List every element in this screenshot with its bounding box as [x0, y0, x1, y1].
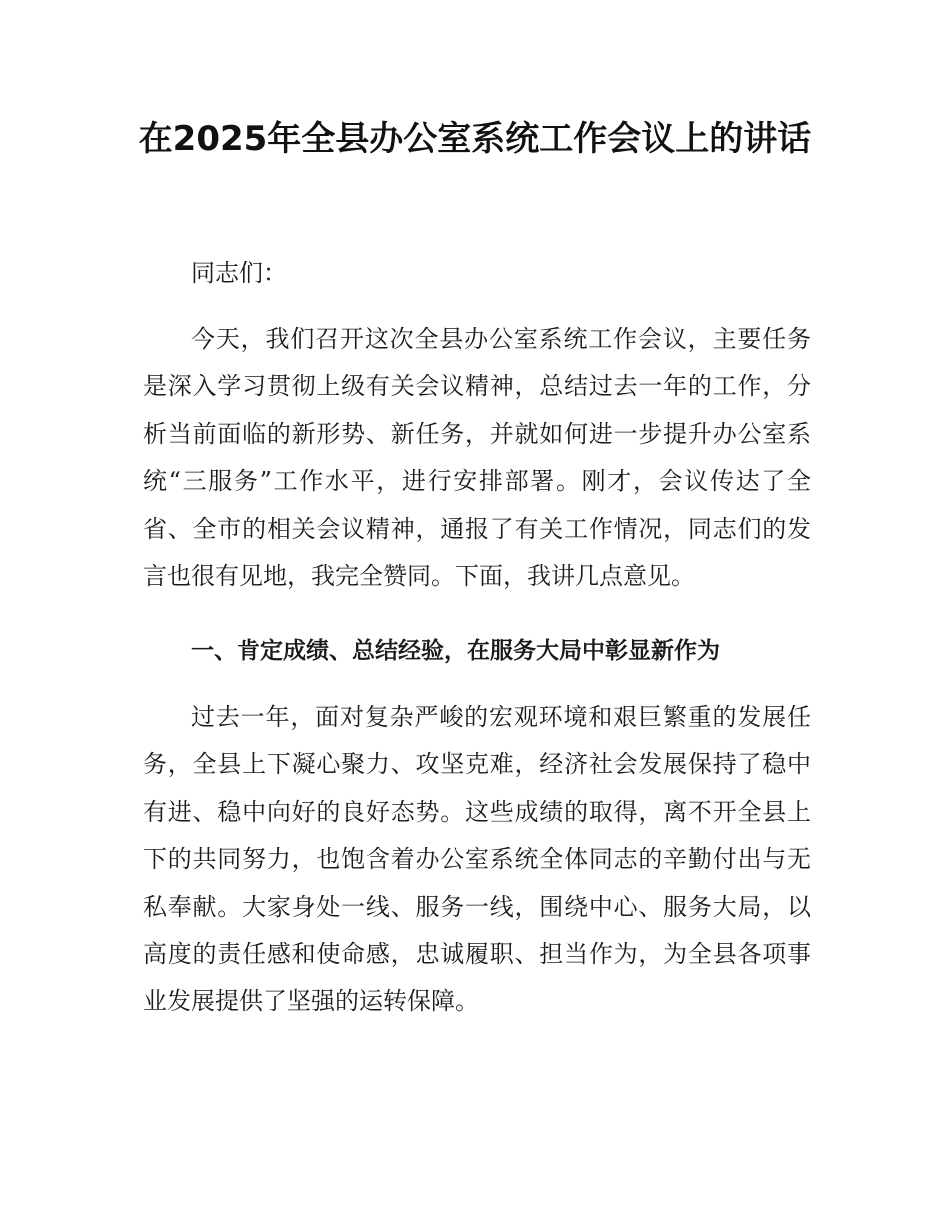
salutation-text: 同志们： [191, 259, 287, 287]
document-title: 在2025年全县办公室系统工作会议上的讲话 [138, 119, 812, 159]
paragraph-section-1: 过去一年，面对复杂严峻的宏观环境和艰巨繁重的发展任务，全县上下凝心聚力、攻坚克难，经济社会发展保持了稳中有进、稳中向好的良好态势。这些成绩的取得，离不开全县上下的共同努力，也饱含着办公室系统全体同志的辛勤付出与无私奉献。大家身处一线、服务一线，围绕中心、服务大局，以高度的责任感和使命感，忠诚履职、担当作为，为全县各项事业发展提供了坚强的运转保障。 [143, 703, 811, 1016]
section-heading-1: 一、肯定成绩、总结经验，在服务大局中彰显新作为 [191, 638, 720, 664]
paragraph-intro: 今天，我们召开这次全县办公室系统工作会议，主要任务是深入学习贯彻上级有关会议精神，总结过去一年的工作，分析当前面临的新形势、新任务，并就如何进一步提升办公室系统“三服务”工作水平，进行安排部署。刚才，会议传达了全省、全市的相关会议精神，通报了有关工作情况，同志们的发言也很有见地，我完全赞同。下面，我讲几点意见。 [143, 325, 811, 591]
salutation [143, 250, 811, 297]
